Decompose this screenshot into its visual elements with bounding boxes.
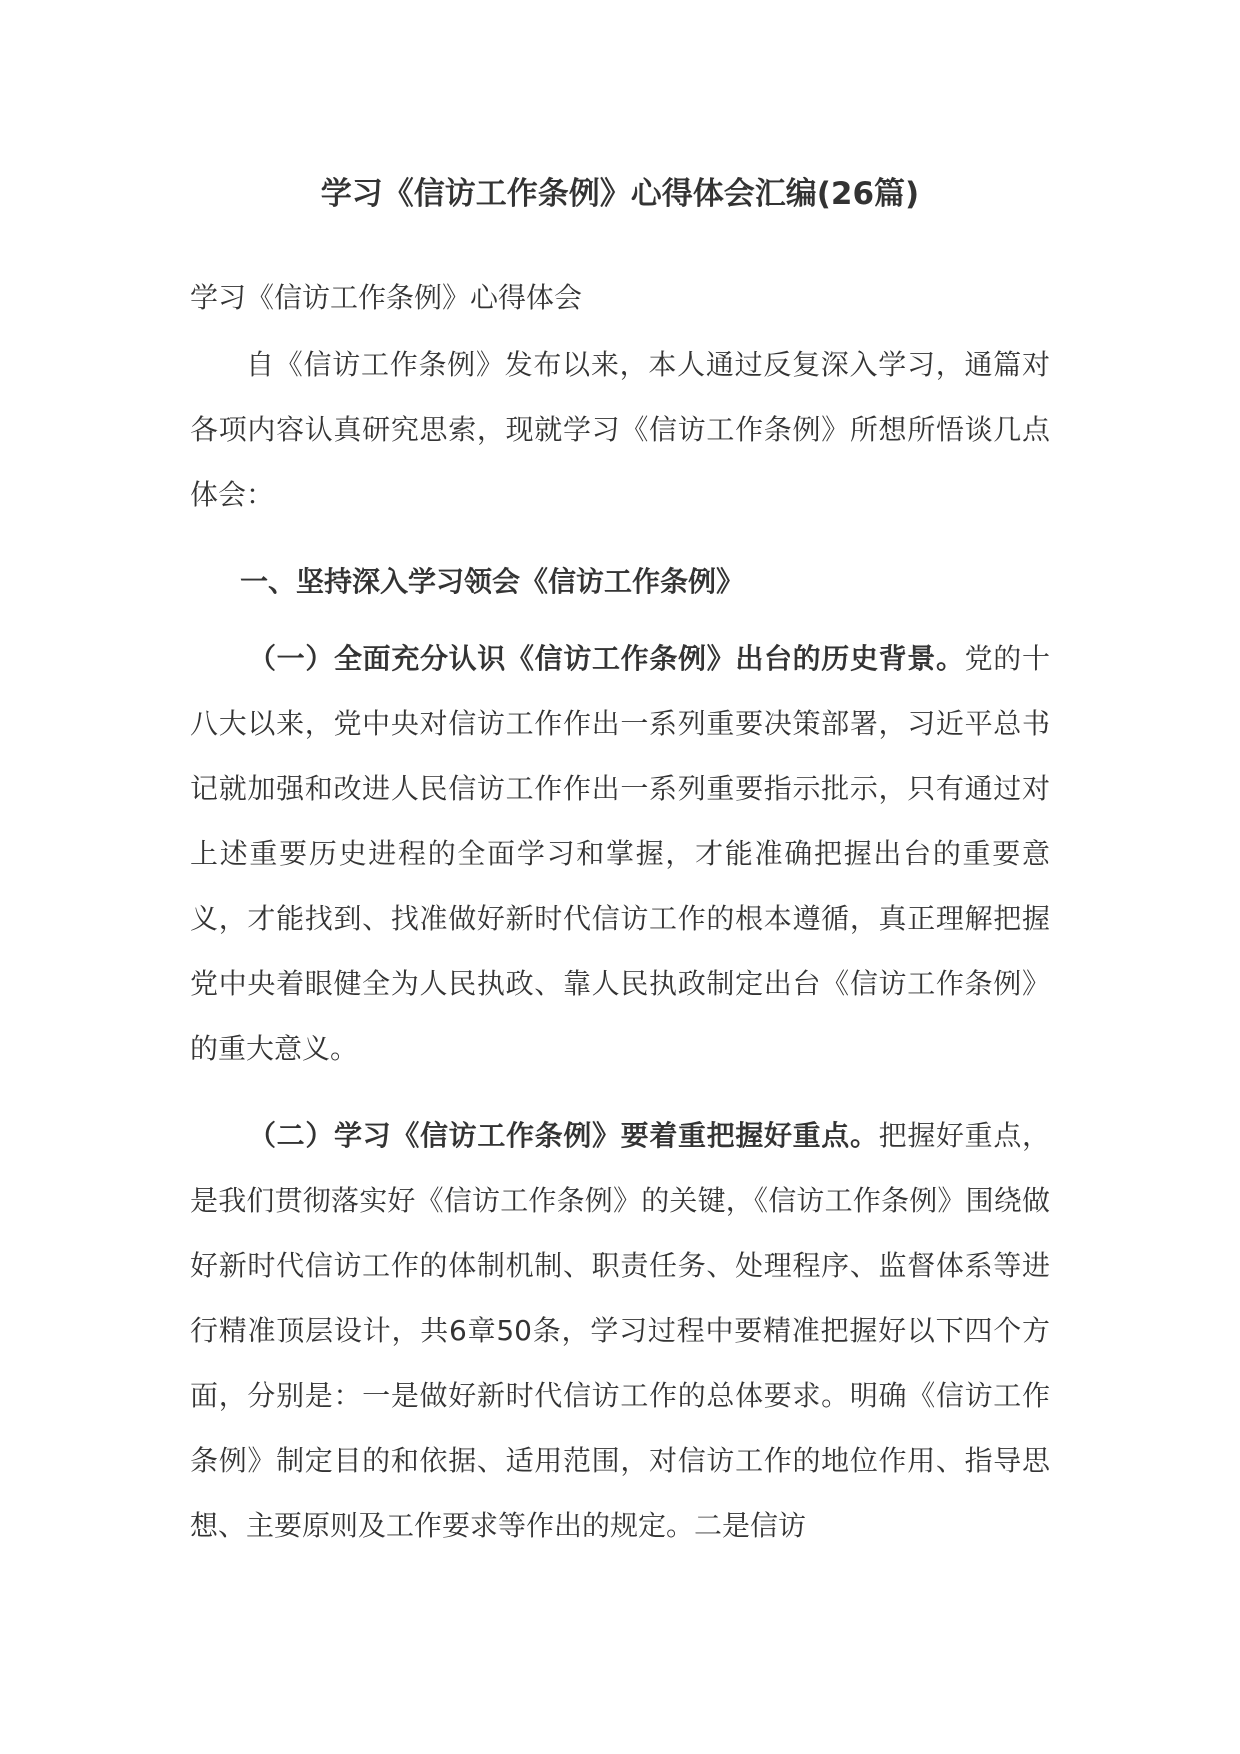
subsection-2-lead: （二）学习《信访工作条例》要着重把握好重点。 [248, 1119, 879, 1152]
subsection-1-text: 党的十八大以来，党中央对信访工作作出一系列重要决策部署，习近平总书记就加强和改进人民信访工作作出一系列重要指示批示，只有通过对上述重要历史进程的全面学习和掌握，才能准确把握出台的重要意义，才能找到、找准做好新时代信访工作的根本遵循，真正理解把握党中央着眼健全为人民执政、靠人民执政制定出台《信访工作条例》的重大意义。 [190, 642, 1050, 1065]
subsection-1-lead: （一）全面充分认识《信访工作条例》出台的历史背景。 [248, 642, 965, 675]
intro-paragraph: 自《信访工作条例》发布以来，本人通过反复深入学习，通篇对各项内容认真研究思索，现就学习《信访工作条例》所想所悟谈几点体会： [190, 348, 1050, 511]
subsection-1-paragraph [190, 626, 1050, 1081]
document-title: 学习《信访工作条例》心得体会汇编(26篇) [320, 176, 920, 212]
document-subtitle: 学习《信访工作条例》心得体会 [190, 281, 583, 314]
subsection-2-paragraph [190, 1103, 1050, 1558]
subsection-2-text: 把握好重点，是我们贯彻落实好《信访工作条例》的关键，《信访工作条例》围绕做好新时代信访工作的体制机制、职责任务、处理程序、监督体系等进行精准顶层设计，共6章50条，学习过程中要精准把握好以下四个方面，分别是：一是做好新时代信访工作的总体要求。明确《信访工作条例》制定目的和依据、适用范围，对信访工作的地位作用、指导思想、主要原则及工作要求等作出的规定。二是信访 [190, 1119, 1050, 1542]
section-1-heading: 一、坚持深入学习领会《信访工作条例》 [240, 565, 745, 598]
